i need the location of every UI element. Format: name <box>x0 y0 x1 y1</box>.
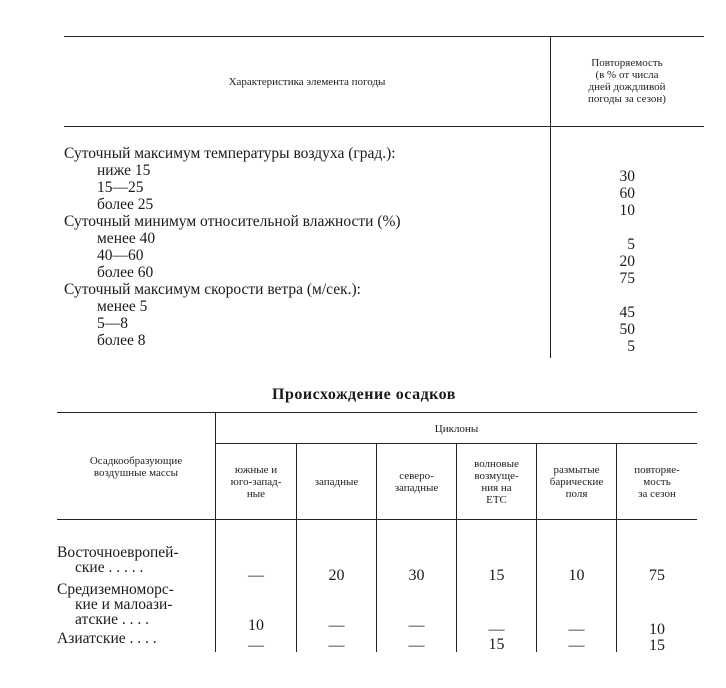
table2-header-masses-line: воздушные массы <box>93 467 179 479</box>
table1-row-value: 5 <box>627 338 635 355</box>
table2-column-header <box>617 464 697 500</box>
table2-cell: — <box>328 637 345 654</box>
table1-group-label: Суточный минимум относительной влажности (%) <box>64 213 401 230</box>
table2-header-masses-line: Осадкообразующие <box>89 455 183 467</box>
table2-cell: 30 <box>408 567 425 584</box>
table1-column-divider <box>550 36 551 358</box>
table1-row-value: 50 <box>619 321 635 338</box>
table2-column-header-line: южные и <box>234 464 278 476</box>
table1-row-label: более 60 <box>97 264 154 281</box>
table2-cell: 15 <box>488 636 505 653</box>
table1-row-label: 5—8 <box>97 315 128 332</box>
table2-column-header-line: поля <box>565 488 588 500</box>
table2-title: Происхождение осадков <box>272 386 456 403</box>
table1-group-label: Суточный максимум скорости ветра (м/сек.): <box>64 281 361 298</box>
table2-mass-label: атские . . . . <box>75 611 150 628</box>
table2-divider <box>215 412 216 652</box>
table2-mass-label: Средиземноморс- <box>57 581 174 598</box>
table2-column-header <box>216 464 296 500</box>
table2-top-rule <box>57 412 697 413</box>
table1-row-label: 15—25 <box>97 179 144 196</box>
table2-column-header-line: барические <box>549 476 604 488</box>
table2-mass-label: ские . . . . . <box>75 559 144 576</box>
table1-row-value: 20 <box>619 253 635 270</box>
table2-header-cyclones: Циклоны <box>434 423 479 435</box>
table2-column-header-line: за сезон <box>638 488 676 500</box>
table2-cell: 10 <box>568 567 585 584</box>
table2-column-header-line: ния на <box>481 482 512 494</box>
table2-column-header-line: возмуще- <box>474 470 519 482</box>
table1-row-value: 45 <box>619 304 635 321</box>
table1-row-label: более 8 <box>97 332 146 349</box>
table1-row-label: ниже 15 <box>97 162 151 179</box>
table1-row-value: 75 <box>619 270 635 287</box>
table2-cell: 15 <box>488 567 505 584</box>
table2-mass-label: кие и малоази- <box>75 596 173 613</box>
table1-header-frequency <box>552 57 702 105</box>
table1-row-label: менее 40 <box>97 230 156 247</box>
table2-column-header-line: мость <box>643 476 671 488</box>
table2-mass-label: Азиатские . . . . <box>57 630 157 647</box>
table1-header-frequency-line: погоды за сезон) <box>588 93 666 105</box>
table2-cell: 10 <box>649 621 665 638</box>
table2-cell: — <box>568 637 585 654</box>
table1-header-frequency-line: Повторяемость <box>591 57 663 69</box>
table1-row-value: 10 <box>619 202 635 219</box>
table2-cell: — <box>568 621 585 638</box>
table1-row-label: более 25 <box>97 196 154 213</box>
table2-cell: — <box>408 617 425 634</box>
table2-column-header-line: ные <box>246 488 266 500</box>
table2-cell: — <box>248 637 264 654</box>
table2-cell: 15 <box>649 637 665 654</box>
table1-row-value: 60 <box>619 185 635 202</box>
table2-cell: 75 <box>649 567 665 584</box>
table1-row-label: 40—60 <box>97 247 144 264</box>
table2-column-header-line: ЕТС <box>486 494 507 506</box>
table1-header-frequency-line: (в % от числа <box>595 69 659 81</box>
table1-header-element: Характеристика элемента погоды <box>228 76 386 88</box>
table2-column-header-line: размытые <box>553 464 600 476</box>
table2-header-rule <box>57 519 697 520</box>
table2-mass-label: Восточноевропей- <box>57 544 179 561</box>
table1-row-value: 5 <box>627 236 635 253</box>
table2-column-header <box>297 476 376 488</box>
table2-column-header-line: северо- <box>399 470 434 482</box>
table2-column-header-line: юго-запад- <box>230 476 282 488</box>
table2-cell: 10 <box>248 617 264 634</box>
table2-cell: 20 <box>328 567 345 584</box>
table1-header-frequency-line: дней дождливой <box>588 81 666 93</box>
table2-header-masses <box>57 455 215 479</box>
table2-column-header <box>537 464 616 500</box>
table2-cell: — <box>408 637 425 654</box>
table2-column-header-line: повторяе- <box>634 464 680 476</box>
table2-column-header-line: западные <box>394 482 439 494</box>
table2-cell: — <box>328 617 345 634</box>
table2-column-header <box>457 458 536 506</box>
table1-group-label: Суточный максимум температуры воздуха (град.): <box>64 145 396 162</box>
table2-column-header-line: западные <box>314 476 359 488</box>
table2-cell: — <box>488 621 505 638</box>
table2-column-header-line: волновые <box>474 458 519 470</box>
table1-top-rule <box>64 36 704 37</box>
table1-header-rule <box>64 126 704 127</box>
table2-column-header <box>377 470 456 494</box>
table1-row-value: 30 <box>619 168 635 185</box>
table1-row-label: менее 5 <box>97 298 148 315</box>
table2-cell: — <box>248 567 264 584</box>
